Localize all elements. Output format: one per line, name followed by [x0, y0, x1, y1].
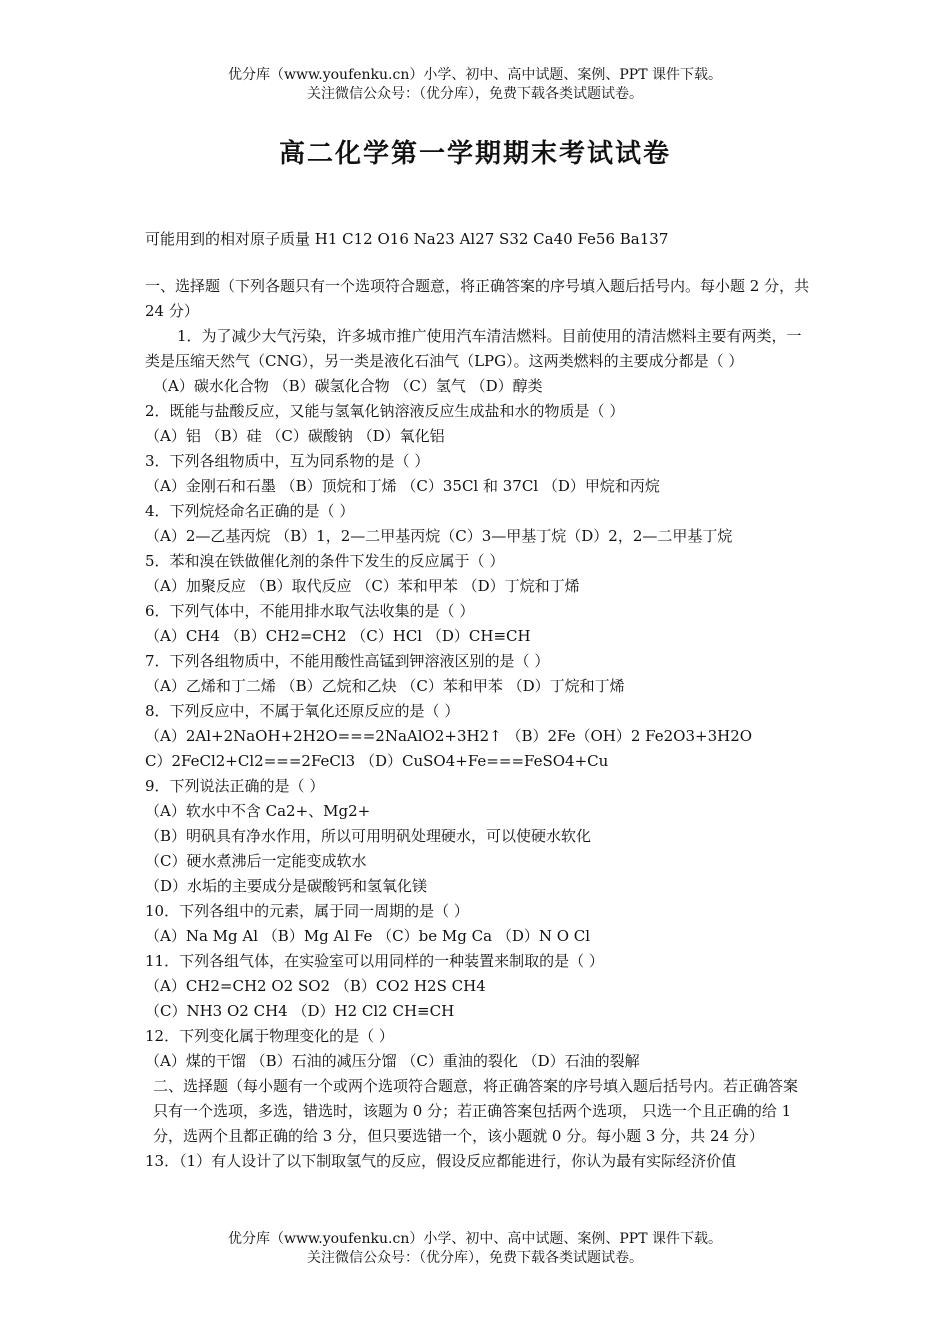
question-12: 12．下列变化属于物理变化的是（ ）	[145, 1027, 394, 1045]
question-10-options: （A）Na Mg Al （B）Mg Al Fe （C）be Mg Ca （D）N O Cl	[145, 927, 591, 945]
question-2: 2．既能与盐酸反应，又能与氢氧化钠溶液反应生成盐和水的物质是（ ）	[145, 402, 625, 420]
question-11-options-line-2: （C）NH3 O2 CH4 （D）H2 Cl2 CH≡CH	[145, 1002, 455, 1020]
question-11: 11．下列各组气体，在实验室可以用同样的一种装置来制取的是（ ）	[145, 952, 604, 970]
question-11-options-line-1: （A）CH2=CH2 O2 SO2 （B）CO2 H2S CH4	[145, 977, 486, 995]
header-line-1: 优分库（www.youfenku.cn）小学、初中、高中试题、案例、PPT 课件下载。	[227, 67, 722, 83]
question-6-options: （A）CH4 （B）CH2=CH2 （C）HCl （D）CH≡CH	[145, 627, 531, 645]
question-7-options: （A）乙烯和丁二烯 （B）乙烷和乙炔 （C）苯和甲苯 （D）丁烷和丁烯	[145, 677, 625, 695]
header-line-2: 关注微信公众号：（优分库），免费下载各类试题试卷。	[307, 86, 643, 102]
atomic-masses: 可能用到的相对原子质量 H1 C12 O16 Na23 Al27 S32 Ca40 Fe56 Ba137	[145, 230, 669, 248]
question-7: 7．下列各组物质中，不能用酸性高锰到钾溶液区别的是（ ）	[145, 652, 550, 670]
question-5-options: （A）加聚反应 （B）取代反应 （C）苯和甲苯 （D）丁烷和丁烯	[145, 577, 580, 595]
question-13: 13．（1）有人设计了以下制取氢气的反应，假设反应都能进行，你认为最有实际经济价值	[145, 1152, 737, 1170]
question-1-options: （A）碳水化合物 （B）碳氢化合物 （C）氢气 （D）醇类	[153, 377, 543, 395]
question-10: 10．下列各组中的元素，属于同一周期的是（ ）	[145, 902, 469, 920]
footer-line-2: 关注微信公众号：（优分库），免费下载各类试题试卷。	[307, 1250, 643, 1266]
question-1: 1．为了减少大气污染，许多城市推广使用汽车清洁燃料。目前使用的清洁燃料主要有两类，一类是压缩天然气（CNG），另一类是液化石油气（LPG）。这两类燃料的主要成分都是（ ）	[145, 327, 802, 370]
footer-line-1: 优分库（www.youfenku.cn）小学、初中、高中试题、案例、PPT 课件下载。	[227, 1231, 722, 1247]
question-6: 6．下列气体中，不能用排水取气法收集的是（ ）	[145, 602, 475, 620]
question-body	[145, 274, 810, 1174]
question-9-option-a: （A）软水中不含 Ca2+、Mg2+	[145, 802, 371, 820]
question-9-option-c: （C）硬水煮沸后一定能变成软水	[145, 852, 367, 870]
question-9-option-d: （D）水垢的主要成分是碳酸钙和氢氧化镁	[145, 877, 428, 895]
question-3: 3．下列各组物质中，互为同系物的是（ ）	[145, 452, 430, 470]
question-8-options-line-1: （A）2Al+2NaOH+2H2O===2NaAlO2+3H2↑ （B）2Fe（OH）2 Fe2O3+3H2O	[145, 727, 753, 745]
question-12-options: （A）煤的干馏 （B）石油的减压分馏 （C）重油的裂化 （D）石油的裂解	[145, 1052, 640, 1070]
question-8: 8．下列反应中，不属于氧化还原反应的是（ ）	[145, 702, 460, 720]
question-9: 9．下列说法正确的是（ ）	[145, 777, 325, 795]
exam-title: 高二化学第一学期期末考试试卷	[278, 139, 671, 169]
question-3-options: （A）金刚石和石墨 （B）顶烷和丁烯 （C）35Cl 和 37Cl （D）甲烷和丙烷	[145, 477, 660, 495]
page-footer	[0, 1230, 950, 1268]
question-2-options: （A）铝 （B）硅 （C）碳酸钠 （D）氧化铝	[145, 427, 445, 445]
question-4-options: （A）2—乙基丙烷 （B）1，2—二甲基丙烷（C）3—甲基丁烷（D）2，2—二甲基丁烷	[145, 527, 733, 545]
question-5: 5．苯和溴在铁做催化剂的条件下发生的反应属于（ ）	[145, 552, 505, 570]
section-1-heading: 一、选择题（下列各题只有一个选项符合题意，将正确答案的序号填入题后括号内。每小题 2 分，共 24 分）	[145, 277, 810, 320]
section-2-heading: 二、选择题（每小题有一个或两个选项符合题意，将正确答案的序号填入题后括号内。若正确答案只有一个选项，多选，错选时，该题为 0 分；若正确答案包括两个选项， 只选一个且正确的给 1 分，选两个且都正确的给 3 分，但只要选错一个，该小题就 0 分。每小题 3 分，共 24 分）	[153, 1077, 799, 1145]
question-8-options-line-2: C）2FeCl2+Cl2===2FeCl3 （D）CuSO4+Fe===FeSO4+Cu	[145, 752, 609, 770]
page-header	[0, 66, 950, 104]
question-9-option-b: （B）明矾具有净水作用，所以可用明矾处理硬水，可以使硬水软化	[145, 827, 592, 845]
question-4: 4．下列烷烃命名正确的是（ ）	[145, 502, 355, 520]
